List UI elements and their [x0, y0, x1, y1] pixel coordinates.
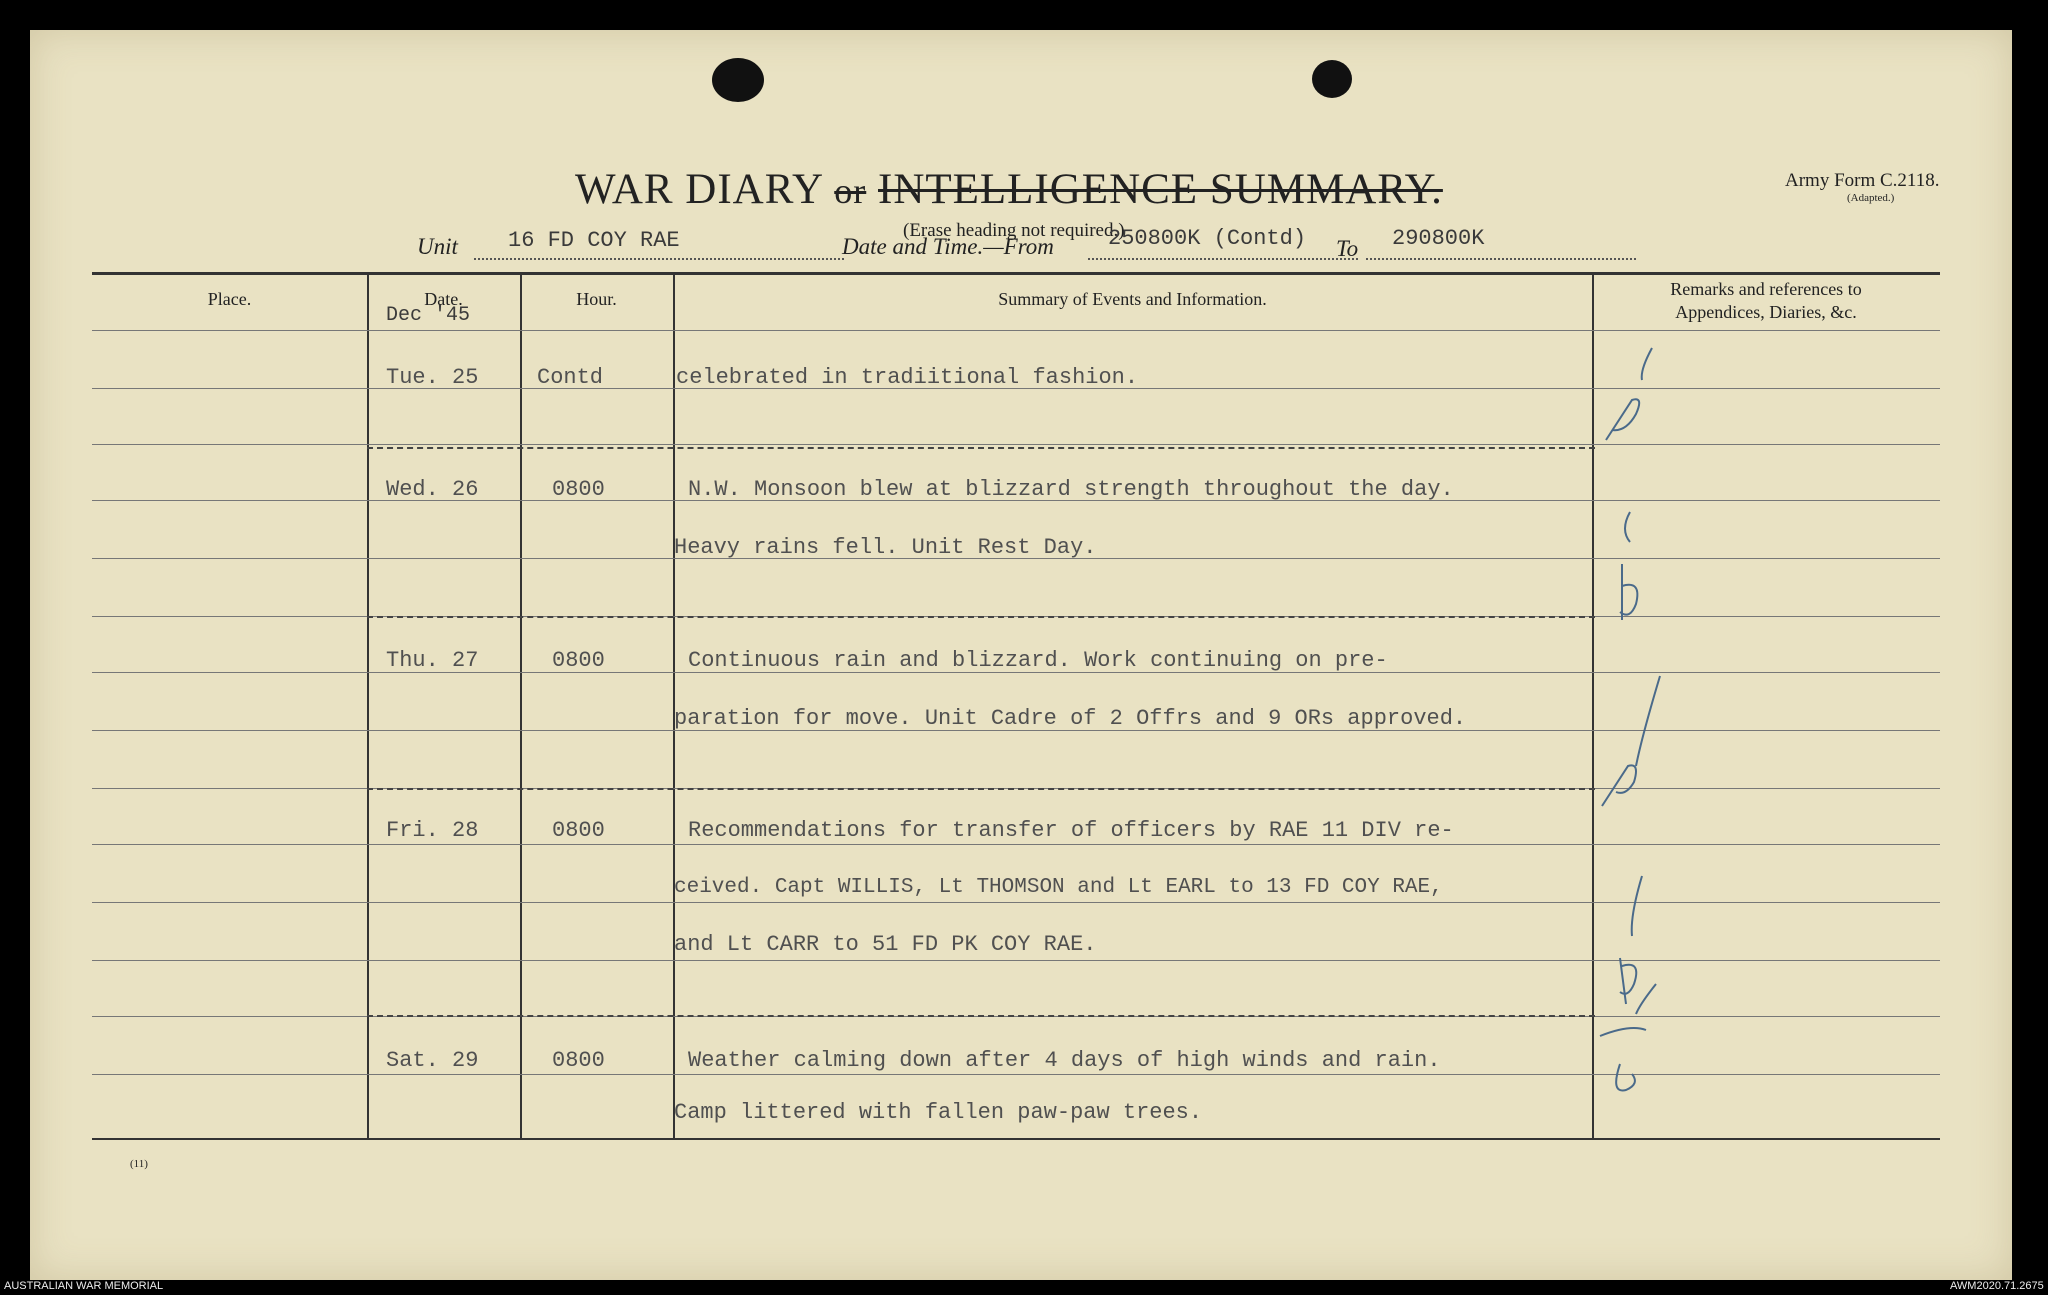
entry-line: Continuous rain and blizzard. Work continuing on pre- [688, 648, 1388, 673]
form-number: Army Form C.2118. [1785, 170, 1940, 191]
title-or: or [834, 171, 867, 211]
col-head-summary: Summary of Events and Information. [998, 289, 1267, 309]
entry-line: and Lt CARR to 51 FD PK COY RAE. [674, 932, 1097, 957]
archive-caption-left: AUSTRALIAN WAR MEMORIAL [4, 1280, 164, 1292]
entry-line: paration for move. Unit Cadre of 2 Offrs and 9 ORs approved. [674, 706, 1467, 731]
col-head-remarks-1: Remarks and references to [1670, 279, 1862, 299]
table-bottom-border [92, 1138, 1940, 1140]
header-underline [92, 330, 1940, 331]
to-dotline [1366, 258, 1636, 260]
entry-line: ceived. Capt WILLIS, Lt THOMSON and Lt EARL to 13 FD COY RAE, [674, 876, 1443, 899]
punch-hole-right [1312, 60, 1352, 98]
day-separator [367, 616, 1595, 618]
entry-hour: 0800 [552, 1048, 605, 1073]
entry-line: Weather calming down after 4 days of high winds and rain. [688, 1048, 1441, 1073]
col-head-date: Date. [424, 289, 463, 309]
entry-hour: 0800 [552, 477, 605, 502]
col-divider-place [367, 272, 369, 1140]
to-label: To [1336, 236, 1359, 261]
table-top-border [92, 272, 1940, 275]
entry-date: Fri. 28 [386, 818, 479, 843]
entry-date: Wed. 26 [386, 477, 479, 502]
entry-line: Recommendations for transfer of officers by RAE 11 DIV re- [688, 818, 1454, 843]
entry-date: Tue. 25 [386, 365, 479, 390]
pencil-initial-5 [1590, 974, 1670, 1124]
from-value: 250800K (Contd) [1108, 226, 1307, 251]
entry-line: celebrated in tradiitional fashion. [676, 365, 1139, 390]
entry-line: Heavy rains fell. Unit Rest Day. [674, 535, 1097, 560]
entry-date: Thu. 27 [386, 648, 479, 673]
punch-hole-left [712, 58, 764, 102]
col-head-hour: Hour. [576, 289, 617, 309]
day-separator [367, 788, 1595, 790]
entry-hour: 0800 [552, 648, 605, 673]
form-adapted: (Adapted.) [1847, 192, 1895, 204]
col-head-place: Place. [207, 289, 252, 309]
day-separator [367, 447, 1595, 449]
entry-line: Camp littered with fallen paw-paw trees. [674, 1100, 1203, 1125]
form-code: (11) [130, 1158, 148, 1170]
page-title: WAR DIARY or INTELLIGENCE SUMMARY. [575, 166, 1443, 213]
pencil-initial-2 [1590, 500, 1670, 630]
to-value: 290800K [1392, 226, 1485, 251]
date-time-label: Date and Time.—From [842, 234, 1054, 259]
pencil-initial-3 [1590, 666, 1670, 816]
day-separator [367, 1015, 1595, 1017]
unit-dotline [474, 258, 844, 260]
pencil-initial-1 [1592, 340, 1672, 450]
col-divider-date [520, 272, 522, 1140]
entry-date: Sat. 29 [386, 1048, 479, 1073]
col-head-remarks-2: Appendices, Diaries, &c. [1675, 302, 1857, 322]
title-struck: INTELLIGENCE SUMMARY. [878, 166, 1443, 213]
archive-caption-right: AWM2020.71.2675 [1950, 1280, 2044, 1292]
unit-value: 16 FD COY RAE [508, 228, 680, 253]
entry-line: N.W. Monsoon blew at blizzard strength throughout the day. [688, 477, 1454, 502]
from-dotline [1088, 258, 1358, 260]
entry-hour: 0800 [552, 818, 605, 843]
col-head-date-note: Dec '45 [386, 304, 471, 327]
diary-page [30, 30, 2012, 1280]
subtitle: (Erase heading not required.) [903, 220, 1125, 241]
entry-hour: Contd [537, 365, 604, 390]
unit-label: Unit [417, 234, 458, 259]
row-rule [92, 844, 1940, 845]
